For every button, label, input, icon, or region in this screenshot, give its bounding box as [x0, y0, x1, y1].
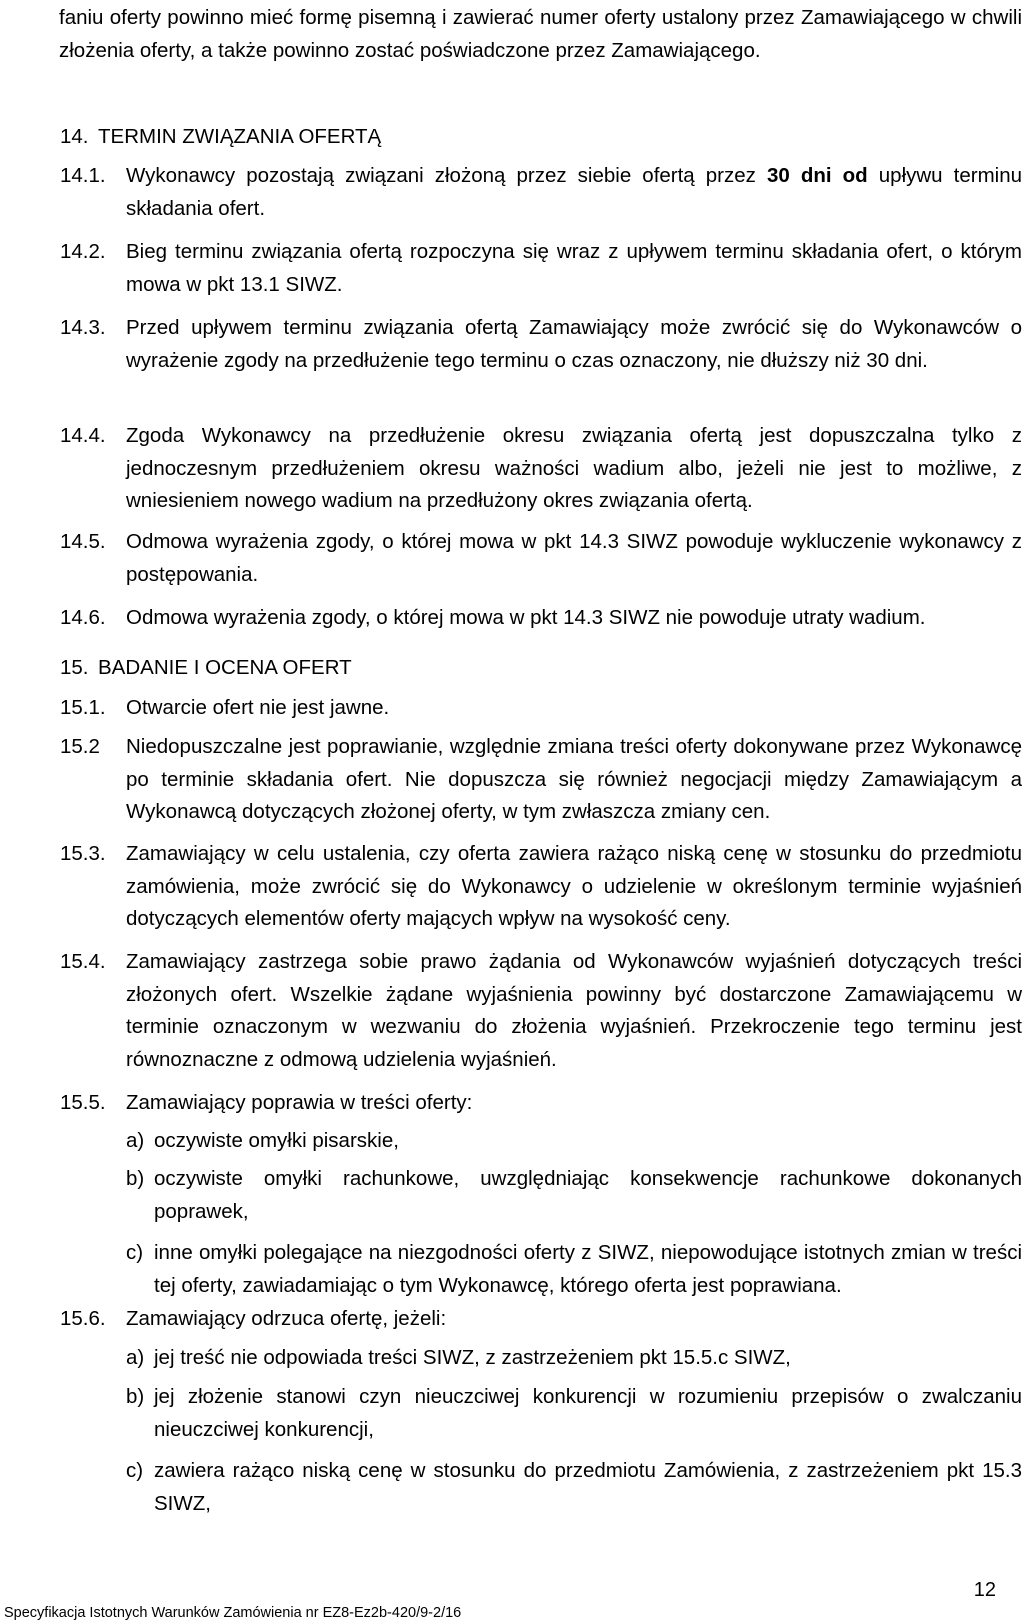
- item-number: 15.6.: [60, 1307, 106, 1330]
- page-number: 12: [973, 1579, 996, 1601]
- item-15-4: [60, 946, 1022, 1076]
- subitem-letter: c): [126, 1459, 144, 1482]
- section-14-heading: [60, 122, 381, 152]
- item-number: 14.6.: [60, 606, 106, 629]
- item-text: Zgoda Wykonawcy na przedłużenie okresu związania ofertą jest dopuszczalna tylko z jednoczesnym przedłużeniem okresu ważności wadium albo, jeżeli nie jest to możliwe, z wniesieniem nowego wadium na przedłużony okres związania ofertą.: [126, 424, 1022, 512]
- item-number: 15.1.: [60, 696, 106, 719]
- subitem-letter: a): [126, 1346, 145, 1369]
- item-number: 15.5.: [60, 1091, 106, 1114]
- section-15-heading: [60, 653, 352, 683]
- section-14-title: TERMIN ZWIĄZANIA OFERTĄ: [98, 125, 382, 148]
- item-14-6: [60, 602, 1022, 635]
- item-15-3: [60, 838, 1022, 936]
- item-number: 14.3.: [60, 316, 106, 339]
- subitem-text: oczywiste omyłki pisarskie,: [154, 1129, 399, 1152]
- item-number: 14.4.: [60, 424, 106, 447]
- item-15-6: [60, 1303, 1022, 1336]
- item-14-1: [60, 160, 1022, 225]
- item-number: 14.1.: [60, 164, 106, 187]
- subitem-letter: c): [126, 1241, 144, 1264]
- section-14-number: 14.: [60, 125, 89, 148]
- item-text-part: upływu terminu składania ofert.: [126, 164, 1023, 220]
- item-number: 14.5.: [60, 530, 106, 553]
- item-text-bold: 30 dni od: [766, 164, 868, 187]
- item-14-4: [60, 420, 1022, 518]
- subitem-text: inne omyłki polegające na niezgodności oferty z SIWZ, niepowodujące istotnych zmian w treści tej oferty, zawiadamiając o tym Wykonawcę, którego oferta jest poprawiana.: [154, 1241, 1022, 1297]
- item-14-2: [60, 236, 1022, 301]
- subitem-text: oczywiste omyłki rachunkowe, uwzględniając konsekwencje rachunkowe dokonanych poprawek,: [154, 1167, 1022, 1223]
- item-text: Niedopuszczalne jest poprawianie, względnie zmiana treści oferty dokonywane przez Wykonawcę po terminie składania ofert. Nie dopuszcza się również negocjacji między Zamawiającym a Wykonawcą dotyczących złożonej oferty, w tym zwłaszcza zmiany cen.: [126, 735, 1022, 823]
- subitem-15-5-c: [126, 1237, 1022, 1302]
- item-15-2: [60, 731, 1022, 829]
- item-text: Zamawiający poprawia w treści oferty:: [126, 1091, 473, 1114]
- subitem-text: jej treść nie odpowiada treści SIWZ, z zastrzeżeniem pkt 15.5.c SIWZ,: [154, 1346, 791, 1369]
- subitem-15-5-b: [126, 1163, 1022, 1228]
- item-text: Zamawiający odrzuca ofertę, jeżeli:: [126, 1307, 447, 1330]
- item-text-part: Wykonawcy pozostają związani złożoną przez siebie ofertą przez: [126, 164, 767, 187]
- subitem-text: jej złożenie stanowi czyn nieuczciwej konkurencji w rozumieniu przepisów o zwalczaniu nieuczciwej konkurencji,: [154, 1385, 1022, 1441]
- subitem-15-6-a: [126, 1342, 1022, 1375]
- footer-text: Specyfikacja Istotnych Warunków Zamówienia nr EZ8-Ez2b-420/9-2/16: [4, 1605, 462, 1621]
- item-number: 15.2: [60, 735, 100, 758]
- item-14-3: [60, 312, 1022, 377]
- intro-paragraph: faniu oferty powinno mieć formę pisemną i zawierać numer oferty ustalony przez Zamawiającego w chwili złożenia oferty, a także powinno zostać poświadczone przez Zamawiającego.: [59, 6, 1022, 62]
- item-text: Odmowa wyrażenia zgody, o której mowa w pkt 14.3 SIWZ powoduje wykluczenie wykonawcy z postępowania.: [126, 530, 1022, 586]
- subitem-letter: a): [126, 1129, 145, 1152]
- subitem-letter: b): [126, 1167, 145, 1190]
- item-number: 15.4.: [60, 950, 106, 973]
- item-text: [126, 160, 1022, 225]
- subitem-letter: b): [126, 1385, 145, 1408]
- item-number: 14.2.: [60, 240, 106, 263]
- item-text: Bieg terminu związania ofertą rozpoczyna się wraz z upływem terminu składania ofert, o którym mowa w pkt 13.1 SIWZ.: [126, 240, 1022, 296]
- item-15-1: [60, 692, 1022, 725]
- subitem-15-6-c: [126, 1455, 1022, 1520]
- subitem-15-6-b: [126, 1381, 1022, 1446]
- section-15-title: BADANIE I OCENA OFERT: [98, 656, 352, 679]
- section-15-number: 15.: [60, 656, 89, 679]
- item-15-5: [60, 1087, 1022, 1120]
- subitem-text: zawiera rażąco niską cenę w stosunku do przedmiotu Zamówienia, z zastrzeżeniem pkt 15.3 SIWZ,: [154, 1459, 1022, 1515]
- item-text: Przed upływem terminu związania ofertą Zamawiający może zwrócić się do Wykonawców o wyrażenie zgody na przedłużenie tego terminu o czas oznaczony, nie dłuższy niż 30 dni.: [126, 316, 1022, 372]
- item-text: Odmowa wyrażenia zgody, o której mowa w pkt 14.3 SIWZ nie powoduje utraty wadium.: [126, 606, 926, 629]
- item-text: Zamawiający w celu ustalenia, czy oferta zawiera rażąco niską cenę w stosunku do przedmiotu zamówienia, może zwrócić się do Wykonawcy o udzielenie w określonym terminie wyjaśnień dotyczących elementów oferty mających wpływ na wysokość ceny.: [126, 842, 1022, 930]
- subitem-15-5-a: [126, 1125, 1022, 1158]
- item-text: Zamawiający zastrzega sobie prawo żądania od Wykonawców wyjaśnień dotyczących treści złożonych ofert. Wszelkie żądane wyjaśnienia powinny być dostarczone Zamawiającemu w terminie oznaczonym w wezwaniu do złożenia wyjaśnień. Przekroczenie tego terminu jest równoznaczne z odmową udzielenia wyjaśnień.: [126, 950, 1022, 1071]
- item-text: Otwarcie ofert nie jest jawne.: [126, 696, 390, 719]
- item-number: 15.3.: [60, 842, 106, 865]
- item-14-5: [60, 526, 1022, 591]
